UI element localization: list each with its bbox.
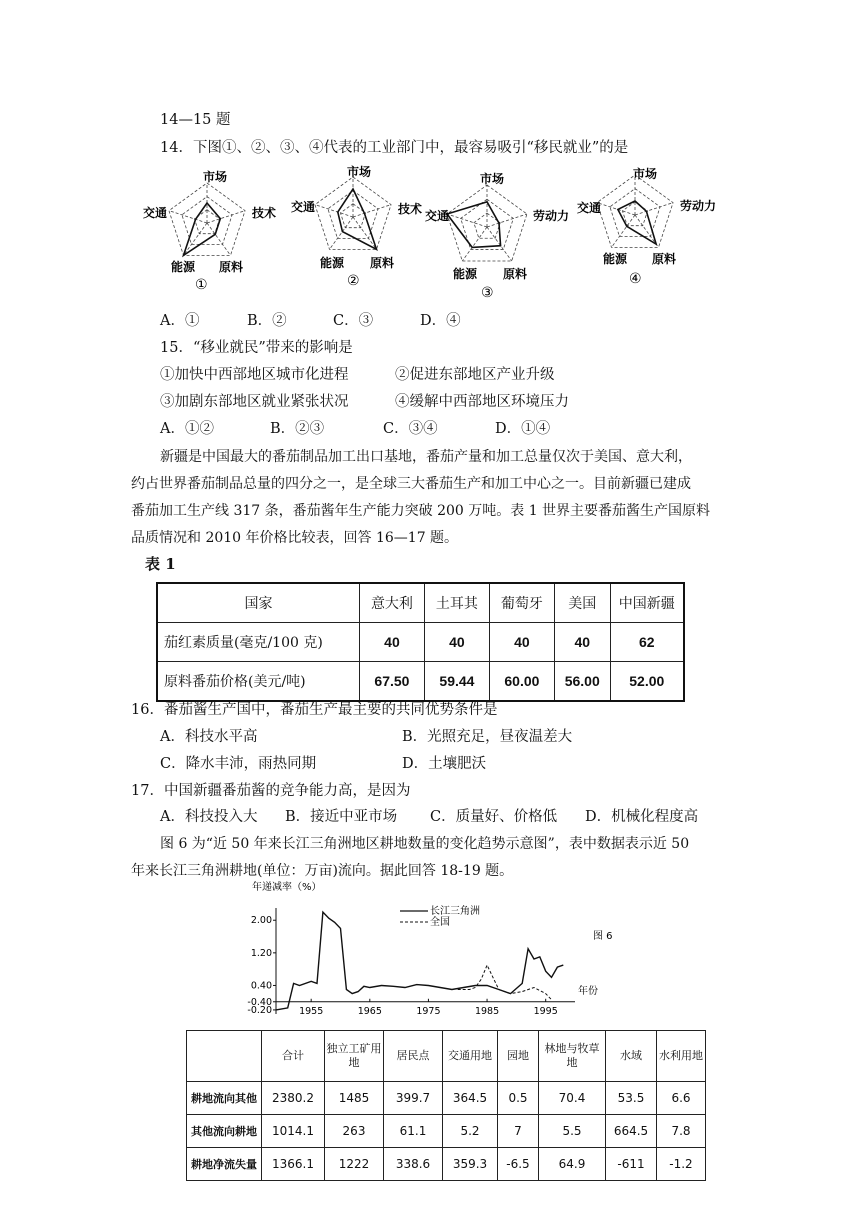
table2-cell: 1222 bbox=[325, 1148, 384, 1181]
table1-cell: 59.44 bbox=[424, 662, 489, 702]
q15-statement-2: ②促进东部地区产业升级 bbox=[395, 367, 555, 383]
y-tick-label: 0.40 bbox=[250, 980, 272, 992]
y-tick-label: 1.20 bbox=[250, 947, 272, 959]
q14-option-a: A．① bbox=[160, 313, 200, 329]
radar3-energy: 能源 bbox=[453, 267, 478, 281]
table2-cell: 263 bbox=[325, 1115, 384, 1148]
table-1 bbox=[156, 582, 685, 702]
radar-axis bbox=[462, 227, 487, 261]
radar4-market: 市场 bbox=[633, 167, 658, 181]
table2-cell: 0.5 bbox=[498, 1082, 539, 1115]
x-tick-label: 1955 bbox=[299, 1005, 324, 1017]
radar-diagrams bbox=[135, 165, 775, 300]
table2-cell: 338.6 bbox=[384, 1148, 443, 1181]
paragraph-line-6: 年来长江三角洲耕地(单位：万亩)流向。据此回答 18-19 题。 bbox=[131, 863, 514, 879]
table2-cell: 其他流向耕地 bbox=[187, 1115, 262, 1148]
radar-axis bbox=[353, 205, 391, 217]
table2-cell: 1366.1 bbox=[262, 1148, 325, 1181]
table2-cell: 53.5 bbox=[606, 1082, 657, 1115]
table1-cell: 40 bbox=[489, 623, 554, 662]
radar3-labor: 劳动力 bbox=[533, 209, 570, 223]
table2-header-cell: 水利用地 bbox=[657, 1031, 706, 1082]
table1-header-cell: 国家 bbox=[157, 583, 359, 623]
radar3-market: 市场 bbox=[480, 172, 505, 186]
chart-xlabel: 年份 bbox=[578, 986, 598, 997]
q16-option-d: D．土壤肥沃 bbox=[402, 756, 487, 772]
radar4-energy: 能源 bbox=[603, 252, 628, 266]
legend-dashed-label: 全国 bbox=[430, 917, 450, 928]
chart-figure-label: 图 6 bbox=[593, 931, 613, 942]
table2-cell: -1.2 bbox=[657, 1148, 706, 1181]
radar-axis bbox=[207, 223, 231, 255]
q17-option-a: A．科技投入大 bbox=[160, 809, 258, 825]
paragraph-line-5: 图 6 为“近 50 年来长江三角洲地区耕地数量的变化趋势示意图”，表中数据表示近 50 bbox=[160, 836, 690, 852]
radar-axis bbox=[487, 214, 527, 227]
radar1-energy: 能源 bbox=[171, 260, 196, 274]
line-chart bbox=[230, 876, 650, 1026]
x-tick-label: 1975 bbox=[416, 1005, 441, 1017]
y-tick-label: -0.40 bbox=[247, 996, 272, 1008]
q16-option-c: C．降水丰沛，雨热同期 bbox=[160, 756, 317, 772]
table1-cell: 56.00 bbox=[554, 662, 610, 702]
radar4-labor: 劳动力 bbox=[680, 199, 717, 213]
radar2-num: ② bbox=[347, 273, 360, 289]
q15-option-b: B．②③ bbox=[270, 421, 325, 437]
table1-cell: 52.00 bbox=[610, 662, 684, 702]
table2-cell: 7 bbox=[498, 1115, 539, 1148]
table-row bbox=[157, 662, 684, 702]
q15-option-d: D．①④ bbox=[495, 421, 551, 437]
q17-option-c: C．质量好、价格低 bbox=[430, 809, 558, 825]
chart-ylabel: 年递减率（%） bbox=[252, 882, 322, 893]
table2-cell: 6.6 bbox=[657, 1082, 706, 1115]
x-tick-label: 1965 bbox=[357, 1005, 382, 1017]
table1-cell: 40 bbox=[554, 623, 610, 662]
paragraph-line-4: 品质情况和 2010 年价格比较表，回答 16—17 题。 bbox=[131, 530, 459, 546]
table2-cell: 2380.2 bbox=[262, 1082, 325, 1115]
table2-header-cell: 交通用地 bbox=[443, 1031, 498, 1082]
table-row bbox=[187, 1031, 706, 1082]
table2-cell: -6.5 bbox=[498, 1148, 539, 1181]
question-17: 17．中国新疆番茄酱的竞争能力高，是因为 bbox=[131, 783, 411, 799]
question-16: 16．番茄酱生产国中，番茄生产最主要的共同优势条件是 bbox=[131, 702, 498, 718]
radar3-material: 原料 bbox=[503, 267, 528, 281]
table-row bbox=[157, 583, 684, 623]
table2-cell: 364.5 bbox=[443, 1082, 498, 1115]
table1-header-cell: 美国 bbox=[554, 583, 610, 623]
q16-option-a: A．科技水平高 bbox=[160, 729, 258, 745]
paragraph-line-2: 约占世界番茄制品总量的四分之一，是全球三大番茄生产和加工中心之一。目前新疆已建成 bbox=[131, 476, 691, 492]
table2-cell: 耕地净流失量 bbox=[187, 1148, 262, 1181]
table2-header-cell bbox=[187, 1031, 262, 1082]
radar1-num: ① bbox=[195, 277, 208, 293]
table2-cell: 64.9 bbox=[539, 1148, 606, 1181]
table2-cell: 5.5 bbox=[539, 1115, 606, 1148]
table1-cell: 60.00 bbox=[489, 662, 554, 702]
table1-cell: 40 bbox=[359, 623, 424, 662]
radar4-material: 原料 bbox=[652, 252, 677, 266]
y-tick-label: -0.20 bbox=[247, 1004, 272, 1016]
q16-option-b: B．光照充足，昼夜温差大 bbox=[402, 729, 573, 745]
y-tick-label: 2.00 bbox=[250, 915, 272, 927]
table2-header-cell: 水域 bbox=[606, 1031, 657, 1082]
radar2-material: 原料 bbox=[370, 256, 395, 270]
table2-cell: 耕地流向其他 bbox=[187, 1082, 262, 1115]
radar2-transport: 交通 bbox=[291, 200, 316, 214]
radar-polygon bbox=[618, 201, 656, 244]
question-15: 15．“移业就民”带来的影响是 bbox=[160, 340, 353, 356]
question-14: 14．下图①、②、③、④代表的工业部门中，最容易吸引“移民就业”的是 bbox=[160, 140, 629, 156]
table1-cell: 茄红素质量(毫克/100 克) bbox=[157, 623, 359, 662]
legend-solid-label: 长江三角洲 bbox=[430, 906, 480, 917]
table2-cell: 1485 bbox=[325, 1082, 384, 1115]
radar2-market: 市场 bbox=[347, 165, 372, 179]
q15-statement-4: ④缓解中西部地区环境压力 bbox=[395, 394, 569, 410]
radar-axis bbox=[447, 214, 487, 227]
radar4-num: ④ bbox=[629, 271, 642, 287]
table2-header-cell: 合计 bbox=[262, 1031, 325, 1082]
table1-title: 表 1 bbox=[145, 555, 176, 573]
table1-header-cell: 葡萄牙 bbox=[489, 583, 554, 623]
radar1-transport: 交通 bbox=[143, 206, 168, 220]
q14-option-d: D．④ bbox=[420, 313, 461, 329]
q15-statement-1: ①加快中西部地区城市化进程 bbox=[160, 367, 349, 383]
radar3-transport: 交通 bbox=[425, 209, 450, 223]
table1-header-cell: 意大利 bbox=[359, 583, 424, 623]
q17-option-b: B．接近中亚市场 bbox=[285, 809, 398, 825]
table2-cell: 1014.1 bbox=[262, 1115, 325, 1148]
table-row bbox=[187, 1115, 706, 1148]
table1-cell: 62 bbox=[610, 623, 684, 662]
table2-header-cell: 园地 bbox=[498, 1031, 539, 1082]
paragraph-line-3: 番茄加工生产线 317 条，番茄酱年生产能力突破 200 万吨。表 1 世界主要番茄酱生产国原料 bbox=[131, 503, 711, 519]
q15-statement-3: ③加剧东部地区就业紧张状况 bbox=[160, 394, 349, 410]
table2-cell: 7.8 bbox=[657, 1115, 706, 1148]
radar-axis bbox=[315, 205, 353, 217]
q14-option-b: B．② bbox=[247, 313, 287, 329]
radar-axis bbox=[183, 223, 207, 255]
radar3-num: ③ bbox=[481, 285, 494, 300]
table1-header-cell: 土耳其 bbox=[424, 583, 489, 623]
table1-cell: 原料番茄价格(美元/吨) bbox=[157, 662, 359, 702]
table2-cell: -611 bbox=[606, 1148, 657, 1181]
table2-cell: 70.4 bbox=[539, 1082, 606, 1115]
table-row bbox=[187, 1082, 706, 1115]
table2-header-cell: 林地与牧草地 bbox=[539, 1031, 606, 1082]
table2-cell: 359.3 bbox=[443, 1148, 498, 1181]
radar2-tech: 技术 bbox=[398, 202, 423, 216]
radar-axis bbox=[353, 217, 377, 249]
table1-cell: 40 bbox=[424, 623, 489, 662]
radar4-transport: 交通 bbox=[577, 201, 602, 215]
radar1-market: 市场 bbox=[203, 170, 228, 184]
q17-option-d: D．机械化程度高 bbox=[585, 809, 699, 825]
table2-header-cell: 居民点 bbox=[384, 1031, 443, 1082]
table2-header-cell: 独立工矿用地 bbox=[325, 1031, 384, 1082]
table1-cell: 67.50 bbox=[359, 662, 424, 702]
table-row bbox=[187, 1148, 706, 1181]
table1-header-cell: 中国新疆 bbox=[610, 583, 684, 623]
radar-axis bbox=[329, 217, 353, 249]
x-tick-label: 1985 bbox=[474, 1005, 500, 1017]
series-line-national bbox=[458, 965, 552, 1000]
radar-axis bbox=[207, 211, 245, 223]
radar2-energy: 能源 bbox=[320, 256, 345, 270]
table-2 bbox=[186, 1030, 706, 1181]
radar-polygon bbox=[338, 189, 377, 249]
table2-cell: 664.5 bbox=[606, 1115, 657, 1148]
series-line-yangtze-delta bbox=[276, 912, 563, 1010]
radar-axis bbox=[635, 203, 673, 215]
q14-option-c: C．③ bbox=[333, 313, 374, 329]
q15-option-a: A．①② bbox=[160, 421, 214, 437]
table2-cell: 61.1 bbox=[384, 1115, 443, 1148]
radar1-material: 原料 bbox=[219, 260, 244, 274]
radar1-tech: 技术 bbox=[252, 206, 277, 220]
x-tick-label: 1995 bbox=[533, 1005, 558, 1017]
table2-cell: 399.7 bbox=[384, 1082, 443, 1115]
paragraph-line-1: 新疆是中国最大的番茄制品加工出口基地，番茄产量和加工总量仅次于美国、意大利， bbox=[160, 449, 692, 465]
table-row bbox=[157, 623, 684, 662]
section-range: 14—15 题 bbox=[160, 112, 231, 128]
q15-option-c: C．③④ bbox=[383, 421, 438, 437]
table2-cell: 5.2 bbox=[443, 1115, 498, 1148]
